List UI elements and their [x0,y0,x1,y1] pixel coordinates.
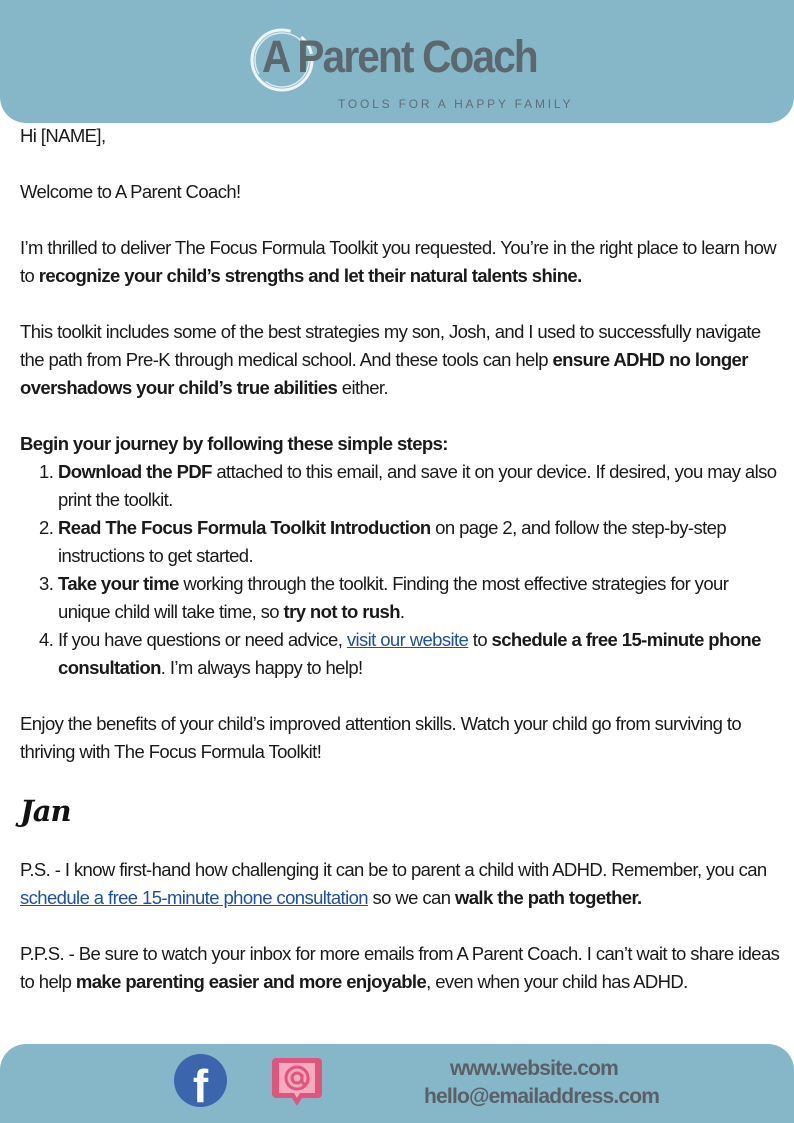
welcome-line: Welcome to A Parent Coach! [20,181,241,202]
footer-banner [0,1044,794,1123]
highlight-text: recognize your child’s strengths and let their natural talents shine. [38,265,582,286]
email-address[interactable]: hello@emailaddress.com [424,1085,660,1108]
highlight-text: ensure ADHD no longer overshadows your child’s true abilities [20,349,748,398]
facebook-icon[interactable]: f [174,1054,227,1107]
logo-tagline: TOOLS FOR A HAPPY FAMILY [338,97,574,111]
step-item: 1. Download the PDF attached to this email, and save it on your device. If desired, you may also print the toolkit. [39,461,777,510]
ps-paragraph: P.S. - I know first-hand how challenging it can be to parent a child with ADHD. Remember, you can schedule a free 15-minute phone consultation so we can walk the path together. [20,859,767,908]
closing-paragraph: Enjoy the benefits of your child’s improved attention skills. Watch your child go from surviving to thriving with The Focus Formula Toolkit! [20,713,742,762]
consultation-link[interactable]: schedule a free 15-minute phone consultation [20,887,368,908]
steps-heading: Begin your journey by following these simple steps: [20,433,448,454]
greeting: Hi [NAME], [20,125,106,146]
header-banner [0,0,794,123]
letter-body [20,122,780,794]
visit-website-link[interactable]: visit our website [346,629,469,650]
step-item: 2. Read The Focus Formula Toolkit Introduction on page 2, and follow the step-by-step instructions to get started. [39,517,727,566]
steps-list [20,458,780,682]
email-at-icon[interactable] [270,1054,324,1110]
logo-title: A Parent Coach [262,31,537,82]
contact-info [424,1055,660,1111]
toolkit-paragraph: This toolkit includes some of the best strategies my son, Josh, and I used to successfully navigate the path from Pre-K through medical school. And these tools can help ensure ADHD no longer overshadows your child’s true abilities either. [20,321,761,398]
postscripts [20,856,780,1024]
pps-paragraph: P.P.S. - Be sure to watch your inbox for more emails from A Parent Coach. I can’t wait to share ideas to help make parenting easier and more enjoyable, even when your child has ADHD. [20,943,780,992]
signature: Jan [20,794,71,828]
step-item: 4. If you have questions or need advice, visit our website to schedule a free 15-minute phone consultation. I’m always happy to help! [39,629,761,678]
step-item: 3. Take your time working through the toolkit. Finding the most effective strategies for your unique child will take time, so try not to rush. [39,573,729,622]
website-link[interactable]: www.website.com [449,1057,619,1080]
intro-paragraph: I’m thrilled to deliver The Focus Formula Toolkit you requested. You’re in the right place to learn how to recognize your child’s strengths and let their natural talents shine. [20,237,777,286]
